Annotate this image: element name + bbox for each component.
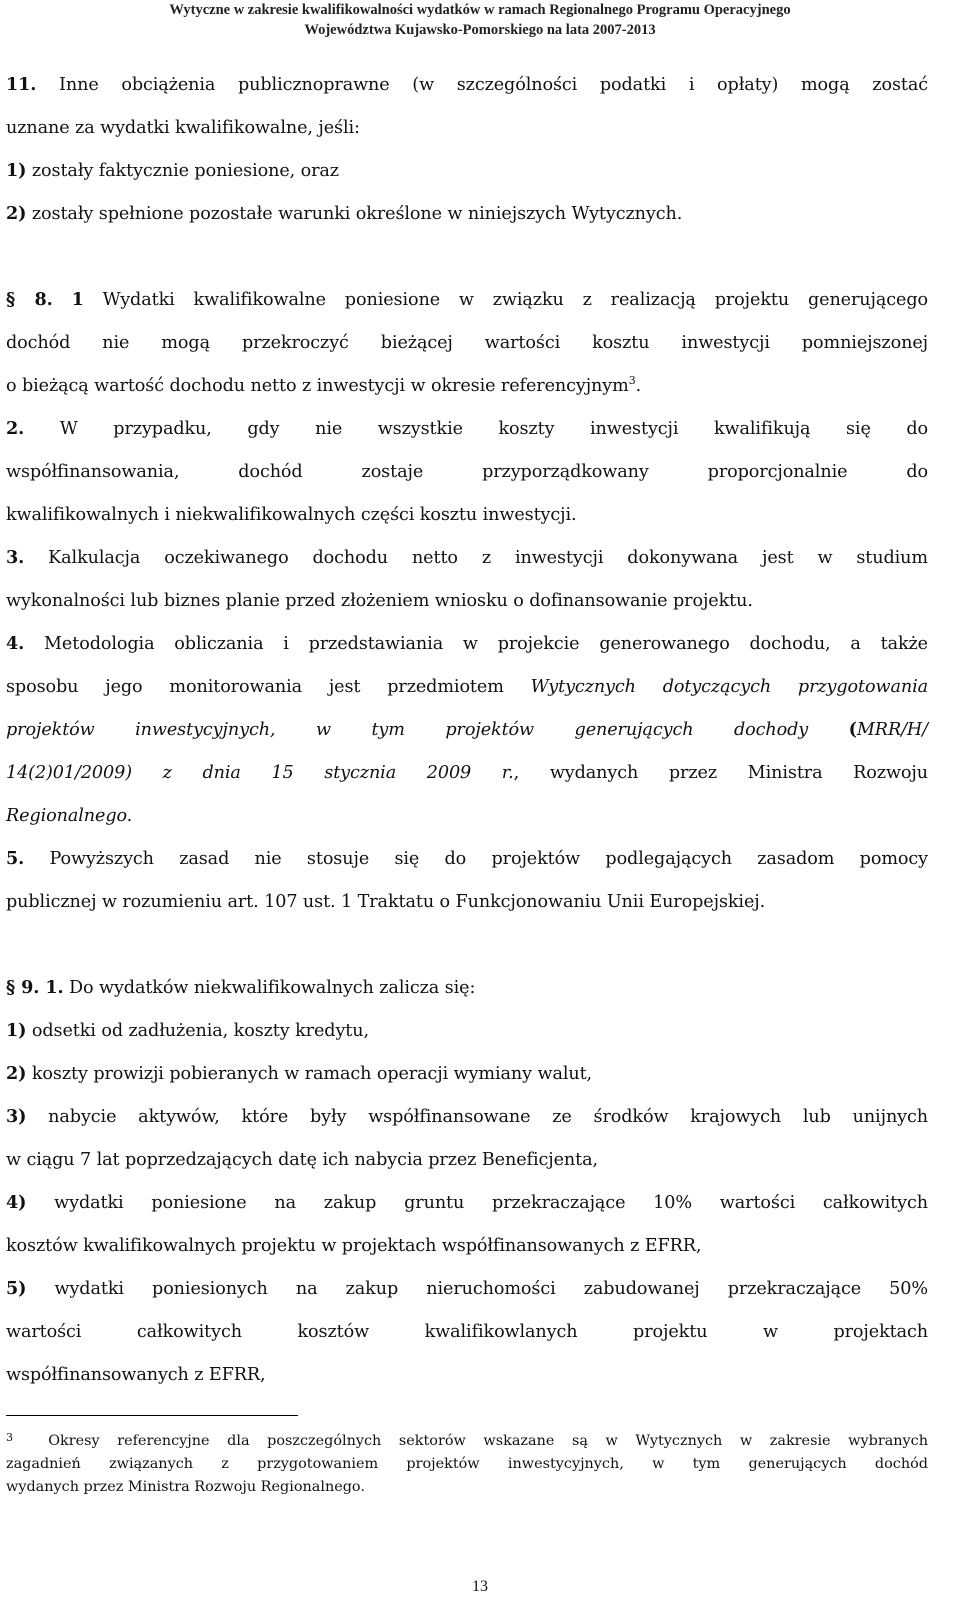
- par-8-p1-line-1: [6, 288, 928, 312]
- par-9-item-5-line-1: [6, 1277, 928, 1301]
- para-number: 5.: [6, 848, 25, 869]
- page-number: 13: [472, 1578, 488, 1595]
- footnote-divider: [6, 1415, 298, 1416]
- para-text: Wydatki kwalifikowalne poniesione w związku z realizacją projektu generującego: [102, 290, 928, 310]
- item-text: nabycie aktywów, które były współfinansowane ze środków krajowych lub unijnych: [48, 1107, 928, 1127]
- para-text: , wydanych przez Ministra Rozwoju: [513, 763, 928, 783]
- par-9-item-3-line-1: [6, 1105, 928, 1129]
- item-text: zostały spełnione pozostałe warunki określone w niniejszych Wytycznych.: [31, 204, 683, 224]
- par-9-item-3-line-2: w ciągu 7 lat poprzedzających datę ich nabycia przez Beneficjenta,: [6, 1150, 598, 1170]
- section-8-heading: § 8.: [6, 289, 53, 310]
- par-8-p4-line-5: [6, 804, 928, 828]
- point-11-item-1: [6, 159, 928, 183]
- paren: (: [848, 719, 857, 740]
- running-header: [0, 0, 960, 40]
- footnote-line-3: wydanych przez Ministra Rozwoju Regionalnego.: [6, 1479, 365, 1495]
- cited-title: 14(2)01/2009) z dnia 15 stycznia 2009 r.: [6, 763, 514, 783]
- section-9-heading: § 9. 1.: [6, 977, 64, 998]
- point-11-line-1: [6, 73, 928, 97]
- para-number: 3.: [6, 547, 25, 568]
- para-text: Metodologia obliczania i przedstawiania w projekcie generowanego dochodu, a także: [44, 634, 928, 654]
- item-number: 3): [6, 1106, 27, 1127]
- header-line-2: Województwa Kujawsko-Pomorskiego na lata 2007-2013: [304, 22, 656, 38]
- para-text: sposobu jego monitorowania jest przedmiotem: [6, 677, 504, 697]
- item-text: wydatki poniesione na zakup gruntu przekraczające 10% wartości całkowitych: [54, 1193, 928, 1213]
- para-end: .: [635, 376, 642, 396]
- point-11-item-2: [6, 202, 928, 226]
- par-8-p3-line-2: wykonalności lub biznes planie przed złożeniem wniosku o dofinansowanie projektu.: [6, 591, 753, 611]
- par-8-p1-line-3: [6, 374, 928, 398]
- point-11-text: Inne obciążenia publicznoprawne (w szczególności podatki i opłaty) mogą zostać: [59, 75, 928, 95]
- footnote-number: 3: [6, 1431, 13, 1444]
- item-number: 1): [6, 1020, 27, 1041]
- para-text: Powyższych zasad nie stosuje się do projektów podlegających zasadom pomocy: [49, 849, 928, 869]
- par-8-p1-line-2: dochód nie mogą przekroczyć bieżącej wartości kosztu inwestycji pomniejszonej: [6, 333, 928, 353]
- para-text: W przypadku, gdy nie wszystkie koszty inwestycji kwalifikują się do: [59, 419, 928, 439]
- par-9-item-5-line-3: współfinansowanych z EFRR,: [6, 1365, 266, 1385]
- par-9-intro: [6, 976, 928, 1000]
- point-11-number: 11.: [6, 74, 37, 95]
- para-text: Do wydatków niekwalifikowalnych zalicza się:: [69, 978, 476, 998]
- para-text: o bieżącą wartość dochodu netto z inwestycji w okresie referencyjnym: [6, 376, 629, 396]
- item-text: odsetki od zadłużenia, koszty kredytu,: [31, 1021, 369, 1041]
- cited-title: Wytycznych dotyczących przygotowania: [530, 677, 928, 697]
- item-text: koszty prowizji pobieranych w ramach operacji wymiany walut,: [31, 1064, 593, 1084]
- item-text: zostały faktycznie poniesione, oraz: [31, 161, 339, 181]
- par-8-p2-line-3: kwalifikowalnych i niekwalifikowalnych części kosztu inwestycji.: [6, 505, 577, 525]
- par-8-p4-line-1: [6, 632, 928, 656]
- par-8-p3-line-1: [6, 546, 928, 570]
- par-8-p5-line-2: publicznej w rozumieniu art. 107 ust. 1 Traktatu o Funkcjonowaniu Unii Europejskiej.: [6, 892, 766, 912]
- par-8-p2-line-2: współfinansowania, dochód zostaje przyporządkowany proporcjonalnie do: [6, 462, 928, 482]
- para-text: Kalkulacja oczekiwanego dochodu netto z inwestycji dokonywana jest w studium: [48, 548, 928, 568]
- footnote-ref[interactable]: 3: [628, 374, 636, 387]
- footnote-text: Okresy referencyjne dla poszczególnych sektorów wskazane są w Wytycznych w zakresie wybranych: [48, 1433, 929, 1449]
- item-number: 1): [6, 160, 27, 181]
- para-number: 4.: [6, 633, 25, 654]
- par-8-p2-line-1: [6, 417, 928, 441]
- footnote-line-2: zagadnień związanych z przygotowaniem projektów inwestycyjnych, w tym generujących dochód: [6, 1456, 928, 1472]
- par-9-item-4-line-2: kosztów kwalifikowalnych projektu w projektach współfinansowanych z EFRR,: [6, 1236, 702, 1256]
- point-11-line-2: uznane za wydatki kwalifikowalne, jeśli:: [6, 118, 360, 138]
- par-9-item-4-line-1: [6, 1191, 928, 1215]
- par-8-p4-line-4: [6, 761, 928, 785]
- para-number: 2.: [6, 418, 25, 439]
- footnote-line-1: [6, 1431, 928, 1451]
- par-8-p5-line-1: [6, 847, 928, 871]
- para-number: 1: [71, 289, 84, 310]
- cited-title: projektów inwestycyjnych, w tym projektów generujących dochody: [6, 720, 809, 740]
- par-9-item-2: [6, 1062, 928, 1086]
- par-8-p4-line-2: [6, 675, 928, 699]
- item-text: wydatki poniesionych na zakup nieruchomości zabudowanej przekraczające 50%: [54, 1279, 928, 1299]
- item-number: 5): [6, 1278, 27, 1299]
- item-number: 4): [6, 1192, 27, 1213]
- cited-title: MRR/H/: [856, 720, 928, 740]
- par-8-p4-line-3: [6, 718, 928, 742]
- par-9-item-5-line-2: wartości całkowitych kosztów kwalifikowlanych projektu w projektach: [6, 1322, 928, 1342]
- item-number: 2): [6, 203, 27, 224]
- par-9-item-1: [6, 1019, 928, 1043]
- header-line-1: Wytyczne w zakresie kwalifikowalności wydatków w ramach Regionalnego Programu Operacyjnego: [169, 2, 791, 18]
- cited-title: Regionalnego.: [6, 806, 133, 826]
- item-number: 2): [6, 1063, 27, 1084]
